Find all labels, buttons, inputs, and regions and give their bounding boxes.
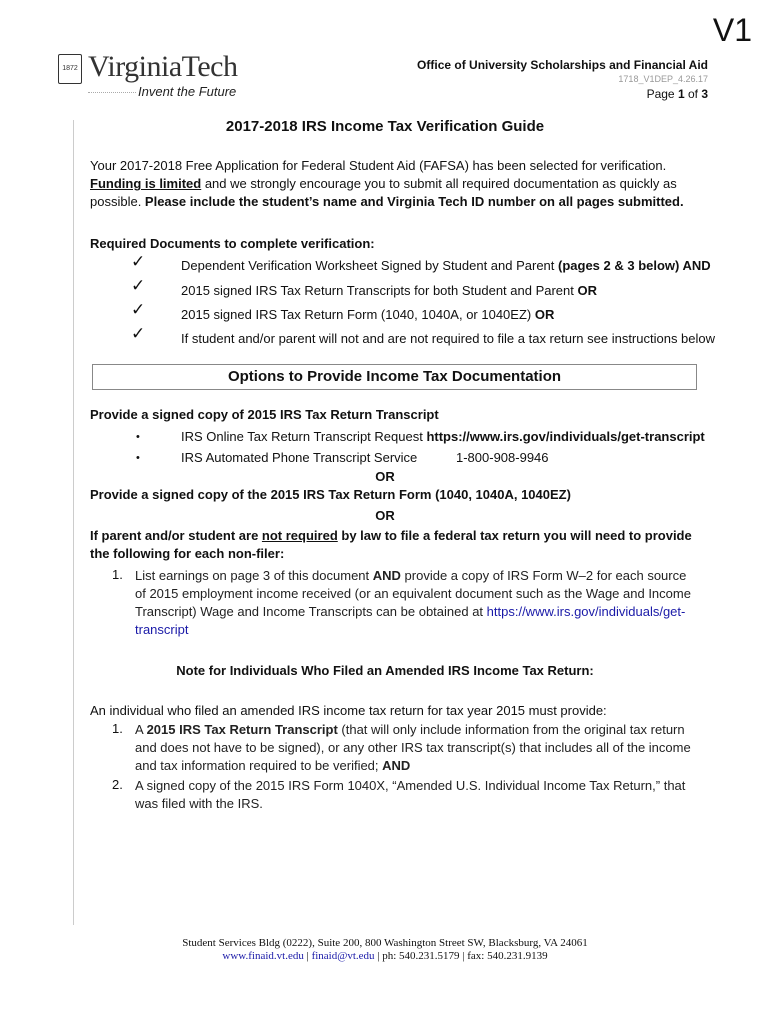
list-number: 1. (112, 567, 123, 582)
page-number: Page 1 of 3 (646, 87, 708, 101)
wage-transcript-link[interactable]: https://www.irs.gov/individuals/get-transcript (135, 604, 686, 637)
finaid-website-link[interactable]: www.finaid.vt.edu (222, 950, 304, 962)
list-number: 2. (112, 777, 123, 792)
amended-intro: An individual who filed an amended IRS income tax return for tax year 2015 must provide: (90, 703, 607, 718)
checkmark-icon: ✓ (131, 276, 146, 295)
tax-form-heading: Provide a signed copy of the 2015 IRS Tax Return Form (1040, 1040A, 1040EZ) (90, 487, 571, 502)
checkmark-icon: ✓ (131, 324, 146, 343)
online-transcript-item: IRS Online Tax Return Transcript Request https://www.irs.gov/individuals/get-transcript (181, 429, 705, 444)
required-documents-heading: Required Documents to complete verification: (90, 236, 375, 251)
transcript-heading: Provide a signed copy of 2015 IRS Tax Return Transcript (90, 407, 439, 422)
document-code: 1718_V1DEP_4.26.17 (618, 74, 708, 84)
finaid-email-link[interactable]: finaid@vt.edu (311, 950, 375, 962)
or-separator: OR (375, 508, 395, 523)
bullet: • (136, 431, 140, 443)
footer-address: Student Services Bldg (0222), Suite 200, 800 Washington Street SW, Blacksburg, VA 24061 (182, 937, 588, 949)
checkmark-icon: ✓ (131, 252, 146, 271)
logo-seal-icon: 1872 (58, 54, 82, 84)
irs-transcript-link[interactable]: https://www.irs.gov/individuals/get-transcript (426, 429, 705, 444)
required-item: Dependent Verification Worksheet Signed by Student and Parent (pages 2 & 3 below) AND (181, 258, 711, 273)
intro-paragraph: Your 2017-2018 Free Application for Federal Student Aid (FAFSA) has been selected for verification. Funding is limited and we strongly encourage you to submit all required documentation as quickly as possible. Please include the student’s name and Virginia Tech ID number on all pages submitted. (90, 158, 684, 209)
phone-transcript-item: IRS Automated Phone Transcript Service 1-800-908-9946 (181, 450, 549, 465)
list-number: 1. (112, 721, 123, 736)
required-item: If student and/or parent will not and are not required to file a tax return see instructions below (181, 331, 716, 346)
or-separator: OR (375, 469, 395, 484)
required-item: 2015 signed IRS Tax Return Form (1040, 1040A, or 1040EZ) OR (181, 307, 555, 322)
checkmark-icon: ✓ (131, 300, 146, 319)
amended-item: A signed copy of the 2015 IRS Form 1040X, “Amended U.S. Individual Income Tax Return,” that was filed with the IRS. (135, 778, 686, 811)
logo-divider (88, 92, 136, 93)
logo-tagline: Invent the Future (138, 84, 237, 99)
irs-phone-number: 1-800-908-9946 (456, 450, 549, 465)
footer-contact: www.finaid.vt.edu | finaid@vt.edu | ph: 540.231.5179 | fax: 540.231.9139 (222, 950, 548, 962)
amended-item: A 2015 IRS Tax Return Transcript (that will only include information from the original tax return and does not have to be signed), or any other IRS tax transcript(s) that includes all of the income and tax information required to be verified; AND (135, 722, 691, 773)
office-name: Office of University Scholarships and Financial Aid (417, 58, 708, 72)
amended-note-heading: Note for Individuals Who Filed an Amended IRS Income Tax Return: (176, 663, 594, 678)
page-title: 2017-2018 IRS Income Tax Verification Guide (225, 118, 545, 135)
logo-wordmark: VirginiaTech (88, 50, 238, 83)
bullet: • (136, 452, 140, 464)
non-filer-heading: If parent and/or student are not required by law to file a federal tax return you will need to provide the following for each non-filer: (90, 528, 692, 561)
required-item: 2015 signed IRS Tax Return Transcripts for both Student and Parent OR (181, 283, 597, 298)
options-section-heading: Options to Provide Income Tax Documentation (92, 364, 697, 390)
non-filer-instruction: List earnings on page 3 of this document AND provide a copy of IRS Form W–2 for each source of 2015 employment income received (or an equivalent document such as the Wage and Income Transcript) Wage and Income Transcripts can be obtained at https://www.irs.gov/individuals/get-transcript (135, 568, 691, 637)
version-label: V1 (712, 12, 752, 48)
